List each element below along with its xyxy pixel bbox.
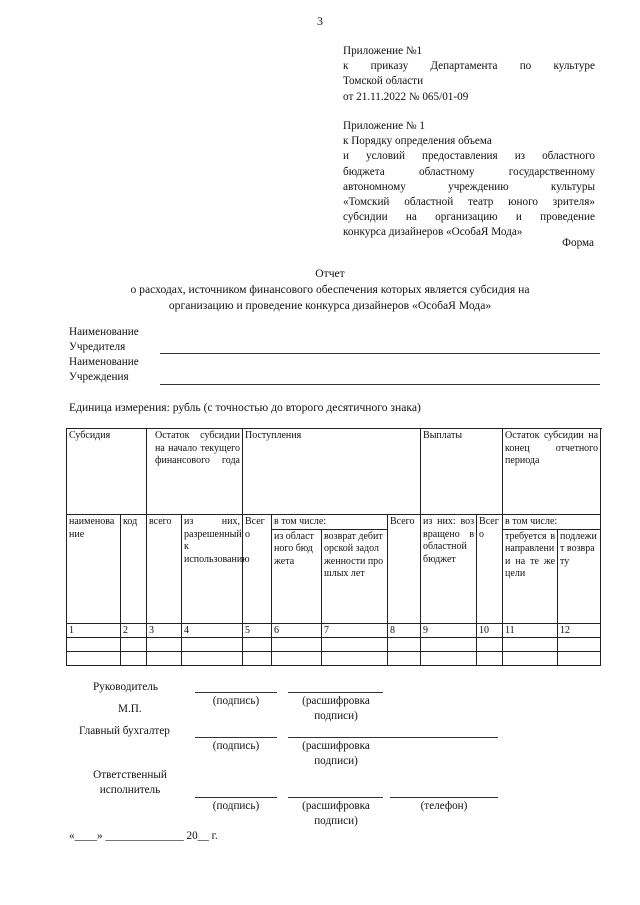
units-note: Единица измерения: рубль (с точностью до второго десятичного знака) xyxy=(69,401,421,414)
appendix-procedure-line: субсидии на организацию и проведение xyxy=(343,211,595,224)
table-cell[interactable] xyxy=(121,652,147,666)
responsible-label-line: исполнитель xyxy=(99,784,161,796)
responsible-label-line: Ответственный xyxy=(93,769,167,781)
table-row xyxy=(67,638,601,652)
institution-label xyxy=(69,355,139,385)
appendix-order-line: Приложение №1 xyxy=(343,45,423,57)
responsible-decoding-line[interactable] xyxy=(288,797,383,798)
subheader-returned: из них: возвращено в областной бюджет xyxy=(421,515,477,624)
appendix-procedure-line: к Порядку определения объема xyxy=(343,135,492,148)
subheader-from-budget: из областного бюджета xyxy=(272,529,322,623)
table-cell[interactable] xyxy=(388,652,421,666)
stamp-label: М.П. xyxy=(118,703,142,715)
appendix-procedure-line: автономному учреждению культуры xyxy=(343,180,595,193)
header-payments: Выплаты xyxy=(421,429,503,515)
appendix-order-block xyxy=(343,44,595,105)
subheader-name: наименование xyxy=(67,515,121,624)
table-cell[interactable] xyxy=(322,652,388,666)
appendix-procedure-line: конкурса дизайнеров «ОсобаЯ Мода» xyxy=(343,226,523,239)
head-decoding-line[interactable] xyxy=(288,692,383,693)
decoding-caption xyxy=(286,799,386,829)
subheader-end-total: Всего xyxy=(477,515,503,624)
signature-caption: (подпись) xyxy=(212,695,260,707)
table-cell[interactable] xyxy=(182,652,243,666)
subheader-receipts-including: в том числе: xyxy=(272,515,388,530)
column-number: 9 xyxy=(421,623,477,638)
table-cell[interactable] xyxy=(243,652,272,666)
column-number: 7 xyxy=(322,623,388,638)
institution-label-line: Наименование xyxy=(69,356,139,368)
founder-label-line: Учредителя xyxy=(69,341,126,353)
responsible-signature-line[interactable] xyxy=(195,797,277,798)
header-end-balance: Остаток субсидии на конец отчетного периода xyxy=(503,429,601,515)
decoding-caption xyxy=(286,739,386,769)
institution-input-line[interactable] xyxy=(160,384,600,385)
table-cell[interactable] xyxy=(503,652,558,666)
table-cell[interactable] xyxy=(147,652,182,666)
table-cell[interactable] xyxy=(272,638,322,652)
decoding-caption-line: (расшифровка xyxy=(302,800,370,812)
column-number: 4 xyxy=(182,623,243,638)
report-title-line: организацию и проведение конкурса дизайнеров «ОсобаЯ Мода» xyxy=(168,299,492,312)
accountant-decoding-line[interactable] xyxy=(288,737,498,738)
column-number: 12 xyxy=(558,623,601,638)
column-number: 11 xyxy=(503,623,558,638)
table-cell[interactable] xyxy=(558,652,601,666)
date-line[interactable]: «____» ______________ 20__ г. xyxy=(69,830,218,842)
report-title-line: Отчет xyxy=(315,267,345,280)
appendix-procedure-block xyxy=(343,119,595,241)
table-cell[interactable] xyxy=(388,638,421,652)
column-number: 2 xyxy=(121,623,147,638)
table-cell[interactable] xyxy=(121,638,147,652)
signature-caption: (подпись) xyxy=(212,740,260,752)
page-number: 3 xyxy=(317,14,323,28)
appendix-order-line: к приказу Департамента по культуре xyxy=(343,60,595,73)
table-cell[interactable] xyxy=(558,638,601,652)
appendix-procedure-line: Приложение № 1 xyxy=(343,120,425,132)
table-cell[interactable] xyxy=(182,638,243,652)
column-number: 10 xyxy=(477,623,503,638)
chief-accountant-label: Главный бухгалтер xyxy=(79,725,170,737)
institution-label-line: Учреждения xyxy=(69,371,129,383)
appendix-procedure-line: и условий предоставления из областного xyxy=(343,150,595,163)
responsible-phone-line[interactable] xyxy=(390,797,498,798)
signature-caption: (подпись) xyxy=(212,800,260,812)
subheader-receipts-total: Всего xyxy=(243,515,272,624)
form-label: Форма xyxy=(562,237,594,249)
founder-input-line[interactable] xyxy=(160,353,600,354)
decoding-caption-line: подписи) xyxy=(314,755,358,767)
report-title xyxy=(60,266,600,314)
column-number: 5 xyxy=(243,623,272,638)
founder-label xyxy=(69,325,139,355)
responsible-label xyxy=(80,768,180,798)
decoding-caption xyxy=(286,694,386,724)
report-title-line: о расходах, источником финансового обеспечения которых является субсидия на xyxy=(130,283,530,296)
head-label: Руководитель xyxy=(93,681,158,693)
appendix-order-line: Томской области xyxy=(343,75,424,88)
subheader-return-debt: возврат дебиторской задолженности прошлых лет xyxy=(322,529,388,623)
table-cell[interactable] xyxy=(67,638,121,652)
header-start-balance: Остаток субсидии на начало текущего финансового года xyxy=(147,429,243,515)
table-cell[interactable] xyxy=(421,652,477,666)
accountant-signature-line[interactable] xyxy=(195,737,277,738)
subheader-total: всего xyxy=(147,515,182,624)
subheader-required: требуется в направлении на те же цели xyxy=(503,529,558,623)
appendix-procedure-line: «Томский областной театр юного зрителя» xyxy=(343,196,595,209)
subheader-permitted: из них, разрешенный к использованию xyxy=(182,515,243,624)
column-number: 1 xyxy=(67,623,121,638)
appendix-order-line: от 21.11.2022 № 065/01-09 xyxy=(343,90,469,103)
decoding-caption-line: (расшифровка xyxy=(302,740,370,752)
table-cell[interactable] xyxy=(421,638,477,652)
header-subsidy: Субсидия xyxy=(67,429,147,515)
table-cell[interactable] xyxy=(67,652,121,666)
founder-label-line: Наименование xyxy=(69,326,139,338)
head-signature-line[interactable] xyxy=(195,692,277,693)
table-cell[interactable] xyxy=(272,652,322,666)
table-cell[interactable] xyxy=(147,638,182,652)
column-number: 6 xyxy=(272,623,322,638)
column-number: 8 xyxy=(388,623,421,638)
appendix-procedure-line: бюджета областному государственному xyxy=(343,165,595,178)
header-receipts: Поступления xyxy=(243,429,421,515)
subheader-payments-total: Всего xyxy=(388,515,421,624)
subheader-end-including: в том числе: xyxy=(503,515,601,530)
decoding-caption-line: подписи) xyxy=(314,710,358,722)
table-row xyxy=(67,652,601,666)
table-cell[interactable] xyxy=(243,638,272,652)
subheader-code: код xyxy=(121,515,147,624)
report-table xyxy=(66,428,601,666)
column-number: 3 xyxy=(147,623,182,638)
decoding-caption-line: (расшифровка xyxy=(302,695,370,707)
subheader-to-return: подлежит возврату xyxy=(558,529,601,623)
table-cell[interactable] xyxy=(477,638,503,652)
table-cell[interactable] xyxy=(322,638,388,652)
decoding-caption-line: подписи) xyxy=(314,815,358,827)
table-cell[interactable] xyxy=(503,638,558,652)
phone-caption: (телефон) xyxy=(420,800,468,812)
table-cell[interactable] xyxy=(477,652,503,666)
